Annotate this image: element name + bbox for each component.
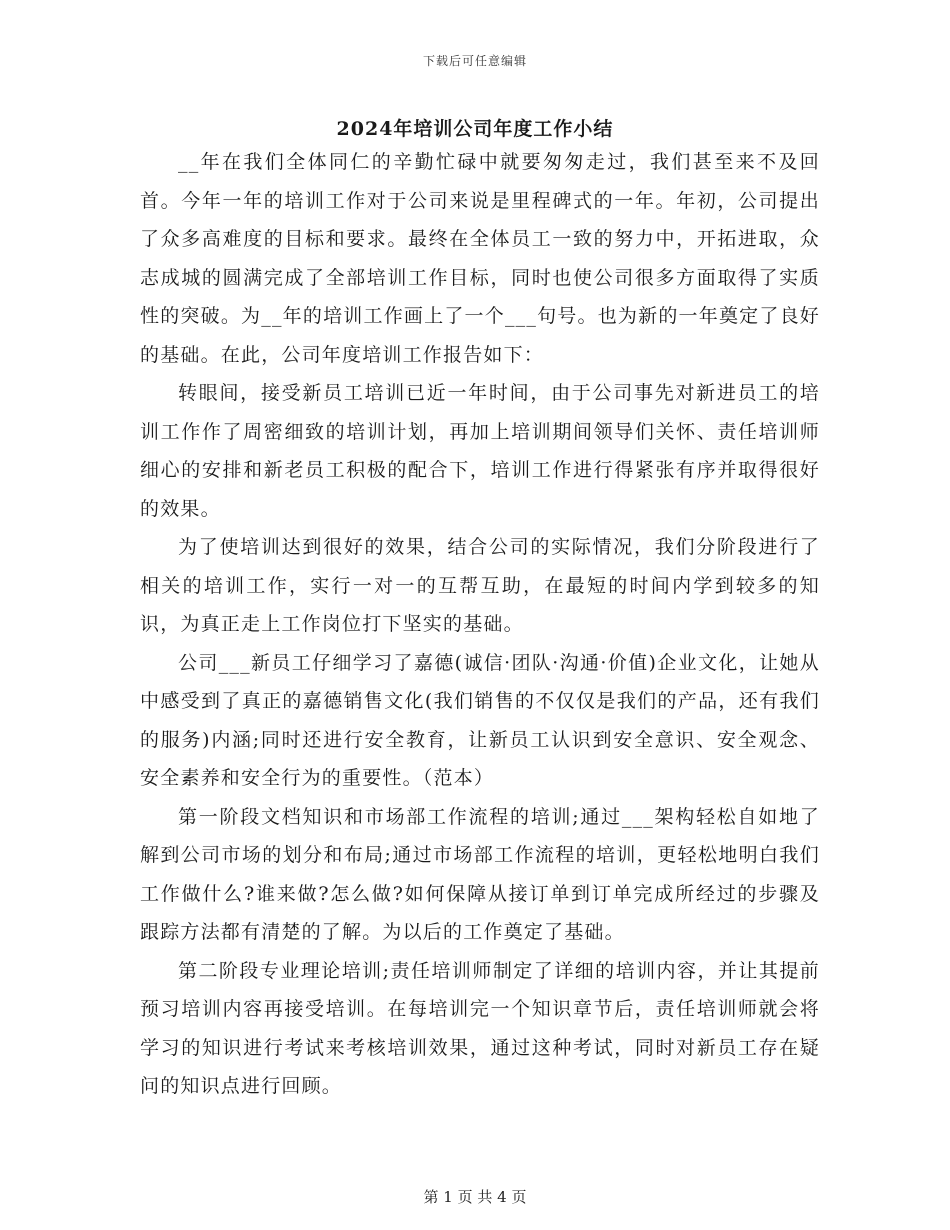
paragraph: 转眼间，接受新员工培训已近一年时间，由于公司事先对新进员工的培训工作作了周密细致的培训计划，再加上培训期间领导们关怀、责任培训师细心的安排和新老员工积极的配合下，培训工作进行得紧张有序并取得很好的效果。 [140,382,820,520]
paragraph: __年在我们全体同仁的辛勤忙碌中就要匆匆走过，我们甚至来不及回首。今年一年的培训工作对于公司来说是里程碑式的一年。年初，公司提出了众多高难度的目标和要求。最终在全体员工一致的努力中，开拓进取，众志成城的圆满完成了全部培训工作目标，同时也使公司很多方面取得了实质性的突破。为__年的培训工作画上了一个___句号。也为新的一年奠定了良好的基础。在此，公司年度培训工作报告如下： [140,151,820,366]
document-body [140,143,820,1106]
paragraph: 为了使培训达到很好的效果，结合公司的实际情况，我们分阶段进行了相关的培训工作，实行一对一的互帮互助，在最短的时间内学到较多的知识，为真正走上工作岗位打下坚实的基础。 [140,536,820,635]
paragraph: 第一阶段文档知识和市场部工作流程的培训;通过___架构轻松自如地了解到公司市场的划分和布局;通过市场部工作流程的培训，更轻松地明白我们工作做什么?谁来做?怎么做?如何保障从接订单到订单完成所经过的步骤及跟踪方法都有清楚的了解。为以后的工作奠定了基础。 [140,805,820,943]
page-number-footer: 第 1 页 共 4 页 [423,1188,527,1206]
header-note: 下载后可任意编辑 [422,54,527,68]
paragraph: 第二阶段专业理论培训;责任培训师制定了详细的培训内容，并让其提前预习培训内容再接受培训。在每培训完一个知识章节后，责任培训师就会将学习的知识进行考试来考核培训效果，通过这种考试，同时对新员工存在疑问的知识点进行回顾。 [140,959,820,1097]
document-title: 2024年培训公司年度工作小结 [336,118,614,140]
paragraph: 公司___新员工仔细学习了嘉德(诚信·团队·沟通·价值)企业文化，让她从中感受到了真正的嘉德销售文化(我们销售的不仅仅是我们的产品，还有我们的服务)内涵;同时还进行安全教育，让新员工认识到安全意识、安全观念、安全素养和安全行为的重要性。（范本） [140,651,820,789]
